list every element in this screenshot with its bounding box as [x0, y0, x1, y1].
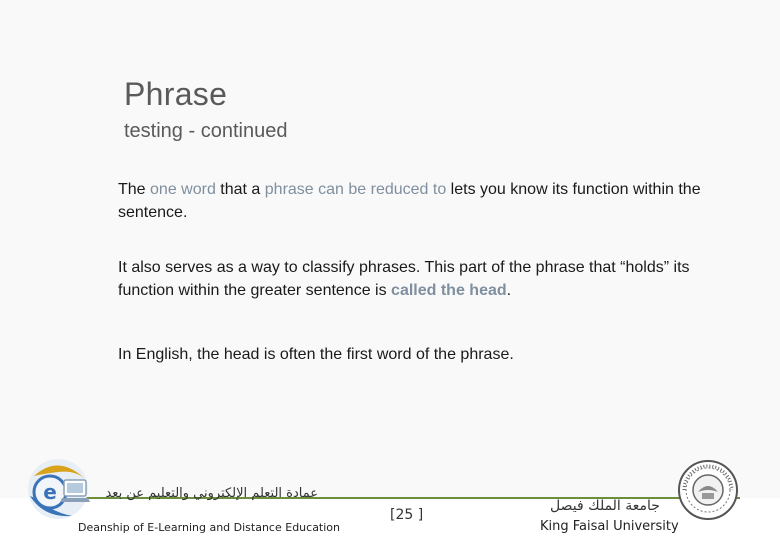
- paragraph-3: In English, the head is often the first word of the phrase.: [118, 346, 514, 363]
- footer-deanship-english: Deanship of E-Learning and Distance Education: [78, 521, 341, 534]
- p1-highlight-one-word: one word: [150, 181, 216, 198]
- university-seal-icon: [676, 458, 740, 527]
- paragraph-1: [118, 178, 728, 224]
- slide-subtitle: testing - continued: [124, 120, 288, 142]
- footer-university-arabic: جامعة الملك فيصل: [550, 498, 660, 514]
- p1-text-3: lets you know its function within the sentence.: [118, 181, 701, 221]
- page-number: [25 ]: [390, 507, 424, 523]
- svg-text:e: e: [43, 480, 57, 504]
- paragraph-2: [118, 256, 728, 302]
- p1-text-1: The: [118, 181, 151, 198]
- footer-university-english: King Faisal University: [540, 519, 679, 534]
- p2-text-2: .: [506, 282, 512, 299]
- p1-text-2: that a: [215, 181, 265, 198]
- p2-text-1: It also serves as a way to classify phrases. This part of the phrase that “holds” its function within the greater sentence is: [118, 259, 690, 299]
- footer-deanship-arabic: عمادة التعلم الإلكتروني والتعليم عن بعد: [105, 486, 318, 501]
- p1-highlight-reduced: phrase can be reduced to: [264, 181, 447, 198]
- p2-highlight-head: called the head: [391, 282, 507, 299]
- e-learning-globe-icon: [24, 456, 94, 527]
- slide-title: Phrase: [124, 76, 228, 112]
